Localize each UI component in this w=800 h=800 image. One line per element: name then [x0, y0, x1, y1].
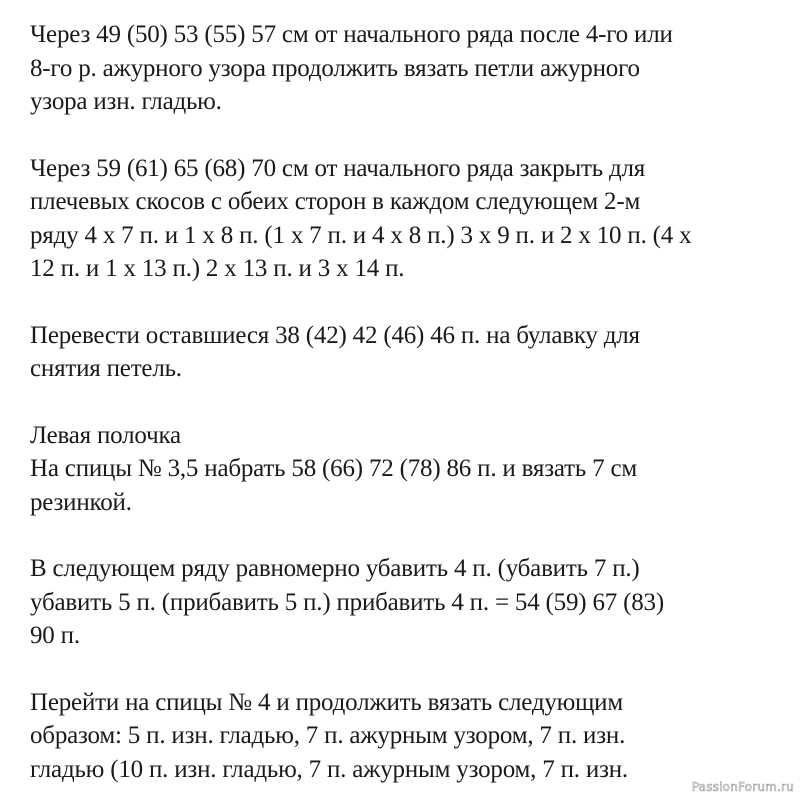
text-line: Перевести оставшиеся 38 (42) 42 (46) 46 п. на булавку для: [30, 321, 640, 349]
text-line: Через 59 (61) 65 (68) 70 см от начального ряда закрыть для: [30, 154, 646, 182]
text-line: В следующем ряду равномерно убавить 4 п. (убавить 7 п.): [30, 555, 640, 582]
text-line: убавить 5 п. (прибавить 5 п.) прибавить 4 п. = 54 (59) 67 (83): [30, 588, 664, 616]
text-line: гладью (10 п. изн. гладью, 7 п. ажурным узором, 7 п. изн.: [30, 755, 628, 783]
text-line: резинкой.: [30, 488, 132, 516]
text-line: образом: 5 п. изн. гладью, 7 п. ажурным узором, 7 п. изн.: [30, 722, 626, 749]
text-line: Перейти на спицы № 4 и продолжить вязать следующим: [30, 688, 623, 716]
paragraph-switch-needles: [30, 686, 790, 787]
text-line: 90 п.: [30, 622, 80, 649]
paragraph-back-openwork-transition: [30, 18, 790, 119]
text-line: 12 п. и 1 х 13 п.) 2 х 13 п. и 3 х 14 п.: [30, 255, 405, 282]
paragraph-remaining-stitches: [30, 319, 790, 386]
watermark: PassionForum.ru: [691, 780, 794, 794]
section-heading: Левая полочка: [30, 421, 181, 449]
paragraph-shoulder-bevels: [30, 152, 790, 286]
text-line: снятия петель.: [30, 355, 182, 382]
text-line: На спицы № 3,5 набрать 58 (66) 72 (78) 86 п. и вязать 7 см: [30, 455, 638, 482]
text-line: узора изн. гладью.: [30, 88, 222, 115]
text-line: плечевых скосов с обеих сторон в каждом следующем 2-м: [30, 188, 641, 215]
text-line: 8-го р. ажурного узора продолжить вязать петли ажурного: [30, 54, 640, 82]
paragraph-left-front: [30, 419, 790, 520]
paragraph-next-row-decrease: [30, 552, 790, 653]
document-page: [30, 18, 790, 786]
text-line: Через 49 (50) 53 (55) 57 см от начального ряда после 4-го или: [30, 21, 673, 48]
text-line: ряду 4 х 7 п. и 1 х 8 п. (1 х 7 п. и 4 х 8 п.) 3 х 9 п. и 2 х 10 п. (4 х: [30, 221, 692, 249]
